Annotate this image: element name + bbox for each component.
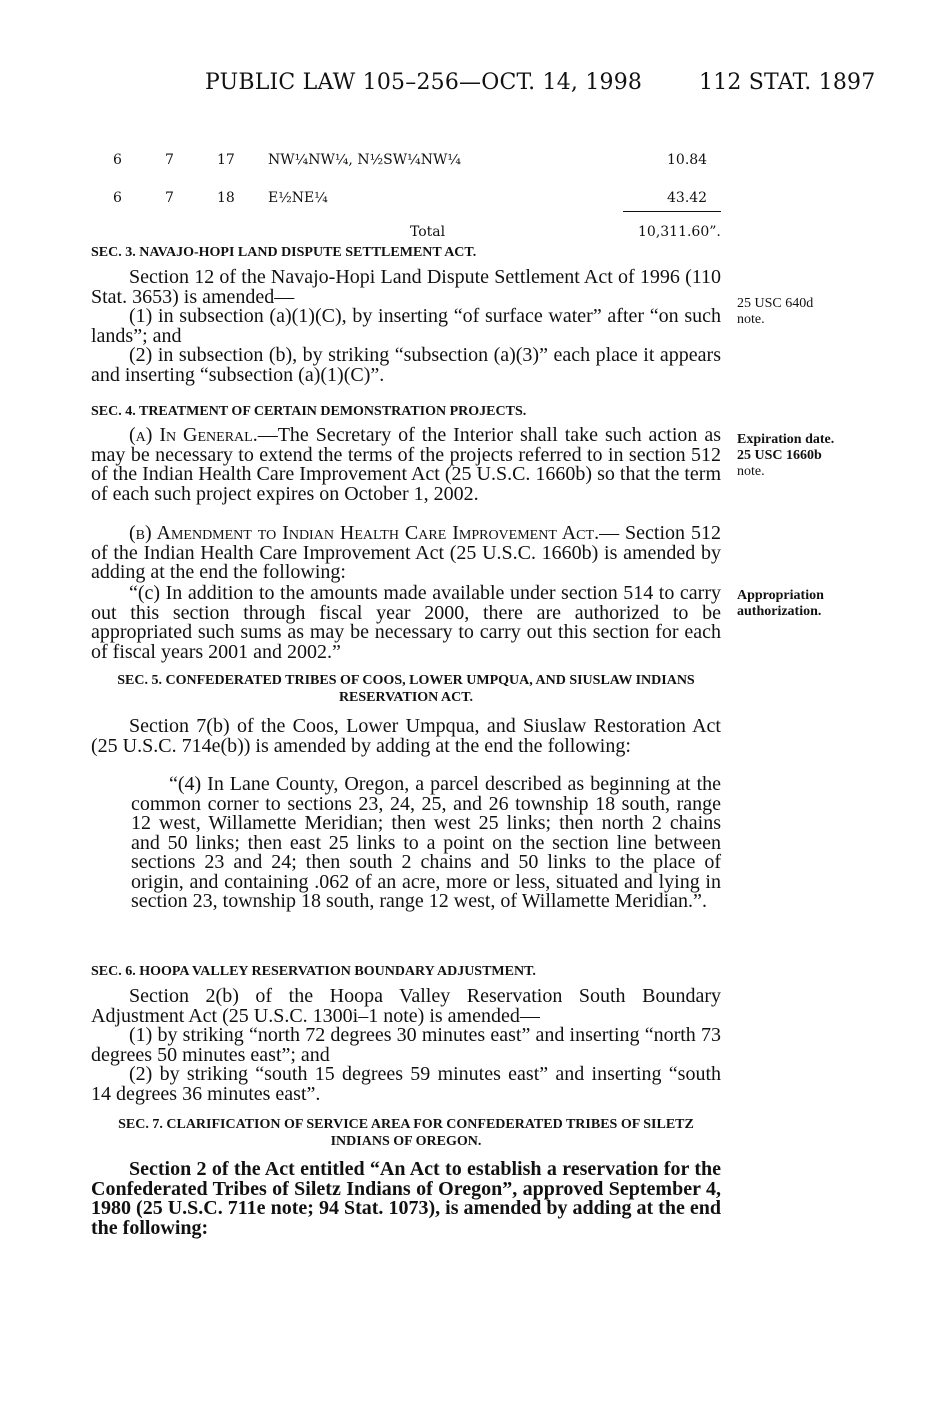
section-6-item-2: (2) by striking “south 15 degrees 59 minutes east” and inserting “south 14 degrees 36 minutes east”. [91, 1063, 721, 1105]
margin-note-usc-640d [737, 296, 927, 328]
section-6-heading: SEC. 6. HOOPA VALLEY RESERVATION BOUNDARY ADJUSTMENT. [91, 964, 536, 979]
table-cell: 6 [113, 190, 122, 206]
table-cell: 7 [165, 152, 174, 168]
section-7-text: Section 2 of the Act entitled “An Act to establish a reservation for the Confederated Tribes of Siletz Indians of Oregon”, approved September 4, 1980 (25 U.S.C. 711e note; 94 Stat. 1073), is amended by adding at the end the following: [91, 1158, 721, 1239]
section-3-item-2: (2) in subsection (b), by striking “subsection (a)(3)” each place it appears and inserting “subsection (a)(1)(C)”. [91, 344, 721, 386]
subsection-b-text: — Section 512 of the Indian Health Care Improvement Act (25 U.S.C. 1660b) is amended by adding at the end the following: [91, 522, 721, 583]
margin-note-line: Expiration date. [737, 432, 835, 447]
section-4-heading: SEC. 4. TREATMENT OF CERTAIN DEMONSTRATION PROJECTS. [91, 404, 527, 419]
section-4-quoted-subsection-c: “(c) In addition to the amounts made available under section 514 to carry out this section through fiscal year 2000, there are authorized to be appropriated such sums as may be necessary to carry out this section for each of fiscal years 2001 and 2002.” [91, 582, 721, 663]
table-cell-acres: 10.84 [667, 152, 708, 168]
margin-note-line: Appropriation [737, 588, 824, 603]
total-value: 10,311.60”. [638, 224, 721, 240]
section-4-subsection-a [91, 426, 721, 504]
margin-note-line: note. [737, 312, 765, 327]
margin-note-line: note. [737, 464, 765, 479]
margin-note-appropriation [737, 588, 927, 620]
table-cell: 7 [165, 190, 174, 206]
subsection-a-text: —The Secretary of the Interior shall take such action as may be necessary to extend the terms of the projects referred to in section 512 of the Indian Health Care Improvement Act (25 U.S.C. 1660b) so that the term of each such project expires on October 1, 2002. [91, 424, 722, 505]
section-3-intro: Section 12 of the Navajo-Hopi Land Dispute Settlement Act of 1996 (110 Stat. 3653) is amended— [91, 266, 721, 308]
table-cell: 6 [113, 152, 122, 168]
section-7-heading: SEC. 7. CLARIFICATION OF SERVICE AREA FOR CONFEDERATED TRIBES OF SILETZ INDIANS OF OREGON. [118, 1117, 694, 1149]
total-label: Total [410, 224, 446, 240]
margin-note-expiration-date [737, 432, 927, 480]
table-cell-description: E½NE¼ [268, 190, 328, 206]
subsection-b-heading: (b) Amendment to Indian Health Care Improvement Act. [129, 522, 600, 544]
total-rule [623, 211, 721, 212]
running-head-right: 112 STAT. 1897 [699, 70, 876, 95]
section-3-heading: SEC. 3. NAVAJO-HOPI LAND DISPUTE SETTLEMENT ACT. [91, 245, 477, 260]
table-cell: 17 [217, 152, 235, 168]
margin-note-line: 25 USC 1660b [737, 448, 822, 463]
section-4-subsection-b [91, 524, 721, 583]
section-5-intro: Section 7(b) of the Coos, Lower Umpqua, and Siuslaw Restoration Act (25 U.S.C. 714e(b)) is amended by adding at the end the following: [91, 715, 721, 757]
margin-note-line: authorization. [737, 604, 822, 619]
section-6-item-1: (1) by striking “north 72 degrees 30 minutes east” and inserting “north 73 degrees 50 minutes east”; and [91, 1024, 721, 1066]
running-head-left: PUBLIC LAW 105–256—OCT. 14, 1998 [205, 70, 643, 95]
section-6-intro: Section 2(b) of the Hoopa Valley Reservation South Boundary Adjustment Act (25 U.S.C. 1300i–1 note) is amended— [91, 985, 721, 1027]
margin-note-line: 25 USC 640d [737, 296, 814, 311]
section-3-item-1: (1) in subsection (a)(1)(C), by inserting “of surface water” after “on such lands”; and [91, 305, 721, 347]
table-cell-description: NW¼NW¼, N½SW¼NW¼ [268, 152, 461, 168]
table-cell: 18 [217, 190, 235, 206]
section-5-quoted-paragraph: “(4) In Lane County, Oregon, a parcel described as beginning at the common corner to sections 23, 24, 25, and 26 township 18 south, range 12 west, Willamette Meridian; then west 25 links; then north 2 chains and 50 links; then east 25 links to a point on the section line between sections 23 and 24; then south 2 chains and 50 links to the place of origin, and containing .062 of an acre, more or less, situated and lying in section 23, township 18 south, range 12 west, of Willamette Meridian.”. [131, 773, 721, 912]
section-5-heading: SEC. 5. CONFEDERATED TRIBES OF COOS, LOWER UMPQUA, AND SIUSLAW INDIANS RESERVATION ACT. [117, 673, 695, 705]
table-cell-acres: 43.42 [667, 190, 708, 206]
subsection-a-heading: (a) In General. [129, 424, 258, 446]
